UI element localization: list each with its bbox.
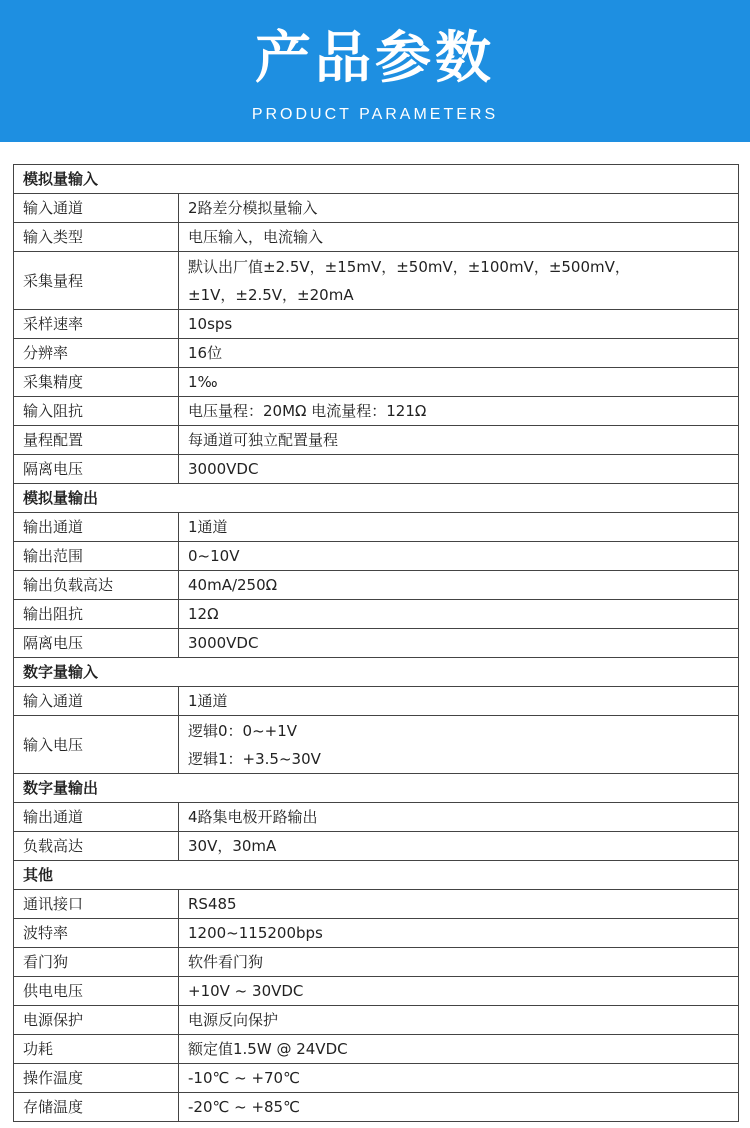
table-row	[14, 832, 739, 861]
table-row	[14, 919, 739, 948]
param-value-line: 电压量程：20MΩ 电流量程：121Ω	[188, 402, 427, 420]
section-title: 数字量输入	[14, 658, 739, 687]
table-row	[14, 310, 739, 339]
section-title: 其他	[14, 861, 739, 890]
param-value	[179, 426, 739, 455]
param-label: 输入类型	[14, 223, 179, 252]
section-title: 模拟量输入	[14, 165, 739, 194]
param-value-line: 4路集电极开路输出	[188, 808, 318, 826]
table-row	[14, 890, 739, 919]
param-value-line: -10℃ ~ +70℃	[188, 1069, 300, 1087]
param-value	[179, 1035, 739, 1064]
param-label: 输入电压	[14, 716, 179, 774]
param-value-line: 逻辑0：0~+1V	[188, 721, 298, 740]
param-value	[179, 919, 739, 948]
section-header-row	[14, 484, 739, 513]
param-value-line: 1通道	[188, 692, 228, 710]
param-value	[179, 600, 739, 629]
param-label: 通讯接口	[14, 890, 179, 919]
table-row	[14, 426, 739, 455]
table-row	[14, 687, 739, 716]
param-value-line: 逻辑1：+3.5~30V	[188, 749, 321, 768]
param-value	[179, 513, 739, 542]
param-label: 输入通道	[14, 194, 179, 223]
param-value-line: 电压输入，电流输入	[188, 228, 324, 246]
table-row	[14, 223, 739, 252]
param-value-line: 12Ω	[188, 605, 219, 623]
param-label: 分辨率	[14, 339, 179, 368]
param-value	[179, 1064, 739, 1093]
param-label: 输出负载高达	[14, 571, 179, 600]
param-value	[179, 223, 739, 252]
section-header-row	[14, 658, 739, 687]
param-value-line: 3000VDC	[188, 634, 259, 652]
param-label: 输入阻抗	[14, 397, 179, 426]
param-label: 输出范围	[14, 542, 179, 571]
param-value	[179, 194, 739, 223]
param-value	[179, 310, 739, 339]
param-label: 负载高达	[14, 832, 179, 861]
table-row	[14, 368, 739, 397]
param-value	[179, 571, 739, 600]
param-value	[179, 716, 739, 774]
param-value-line: 1‰	[188, 373, 218, 391]
table-row	[14, 252, 739, 310]
page-subtitle: PRODUCT PARAMETERS	[251, 106, 499, 123]
table-row	[14, 977, 739, 1006]
table-row	[14, 513, 739, 542]
param-label: 电源保护	[14, 1006, 179, 1035]
param-label: 采集量程	[14, 252, 179, 310]
param-label: 输出通道	[14, 803, 179, 832]
param-value-line: 30V，30mA	[188, 837, 277, 855]
param-value	[179, 832, 739, 861]
table-row	[14, 1064, 739, 1093]
table-row	[14, 948, 739, 977]
table-row	[14, 571, 739, 600]
param-value	[179, 629, 739, 658]
param-value	[179, 339, 739, 368]
param-value-line: 0~10V	[188, 547, 240, 565]
param-value	[179, 1093, 739, 1122]
table-row	[14, 1035, 739, 1064]
param-value	[179, 977, 739, 1006]
table-row	[14, 455, 739, 484]
table-row	[14, 339, 739, 368]
section-header-row	[14, 774, 739, 803]
param-value-line: RS485	[188, 895, 237, 913]
param-value	[179, 397, 739, 426]
header-banner	[0, 0, 750, 142]
param-label: 输出通道	[14, 513, 179, 542]
param-value-line: 1200~115200bps	[188, 924, 323, 942]
param-value-line: ±1V，±2.5V，±20mA	[188, 285, 354, 304]
param-label: 看门狗	[14, 948, 179, 977]
param-value	[179, 948, 739, 977]
param-value	[179, 890, 739, 919]
param-label: 量程配置	[14, 426, 179, 455]
param-value	[179, 252, 739, 310]
param-value	[179, 368, 739, 397]
section-header-row	[14, 165, 739, 194]
param-label: 操作温度	[14, 1064, 179, 1093]
param-value-line: 1通道	[188, 518, 228, 536]
spec-table	[13, 164, 739, 1122]
section-title: 数字量输出	[14, 774, 739, 803]
param-value-line: 40mA/250Ω	[188, 576, 278, 594]
param-value-line: 3000VDC	[188, 460, 259, 478]
param-value	[179, 687, 739, 716]
param-value-line: 10sps	[188, 315, 233, 333]
param-value-line: 电源反向保护	[188, 1011, 279, 1029]
param-value-line: 额定值1.5W @ 24VDC	[188, 1040, 348, 1058]
param-value-line: 每通道可独立配置量程	[188, 431, 339, 449]
param-value	[179, 803, 739, 832]
param-label: 波特率	[14, 919, 179, 948]
table-row	[14, 1006, 739, 1035]
param-label: 隔离电压	[14, 455, 179, 484]
param-label: 采样速率	[14, 310, 179, 339]
table-row	[14, 397, 739, 426]
spec-table-body	[14, 165, 739, 1122]
param-value	[179, 1006, 739, 1035]
param-value	[179, 542, 739, 571]
table-row	[14, 629, 739, 658]
param-value-line: 2路差分模拟量输入	[188, 199, 318, 217]
table-row	[14, 803, 739, 832]
table-row	[14, 194, 739, 223]
section-header-row	[14, 861, 739, 890]
param-label: 供电电压	[14, 977, 179, 1006]
param-label: 存储温度	[14, 1093, 179, 1122]
param-value-line: 默认出厂值±2.5V，±15mV，±50mV，±100mV，±500mV，	[188, 257, 630, 276]
param-label: 功耗	[14, 1035, 179, 1064]
param-value-line: 软件看门狗	[188, 953, 264, 971]
table-row	[14, 1093, 739, 1122]
table-row	[14, 716, 739, 774]
param-value-line: 16位	[188, 344, 223, 362]
section-title: 模拟量输出	[14, 484, 739, 513]
param-value-line: +10V ~ 30VDC	[188, 982, 304, 1000]
param-label: 输入通道	[14, 687, 179, 716]
param-label: 输出阻抗	[14, 600, 179, 629]
param-label: 隔离电压	[14, 629, 179, 658]
page-title: 产品参数	[255, 26, 495, 91]
param-value-line: -20℃ ~ +85℃	[188, 1098, 300, 1116]
table-row	[14, 542, 739, 571]
param-label: 采集精度	[14, 368, 179, 397]
param-value	[179, 455, 739, 484]
table-row	[14, 600, 739, 629]
